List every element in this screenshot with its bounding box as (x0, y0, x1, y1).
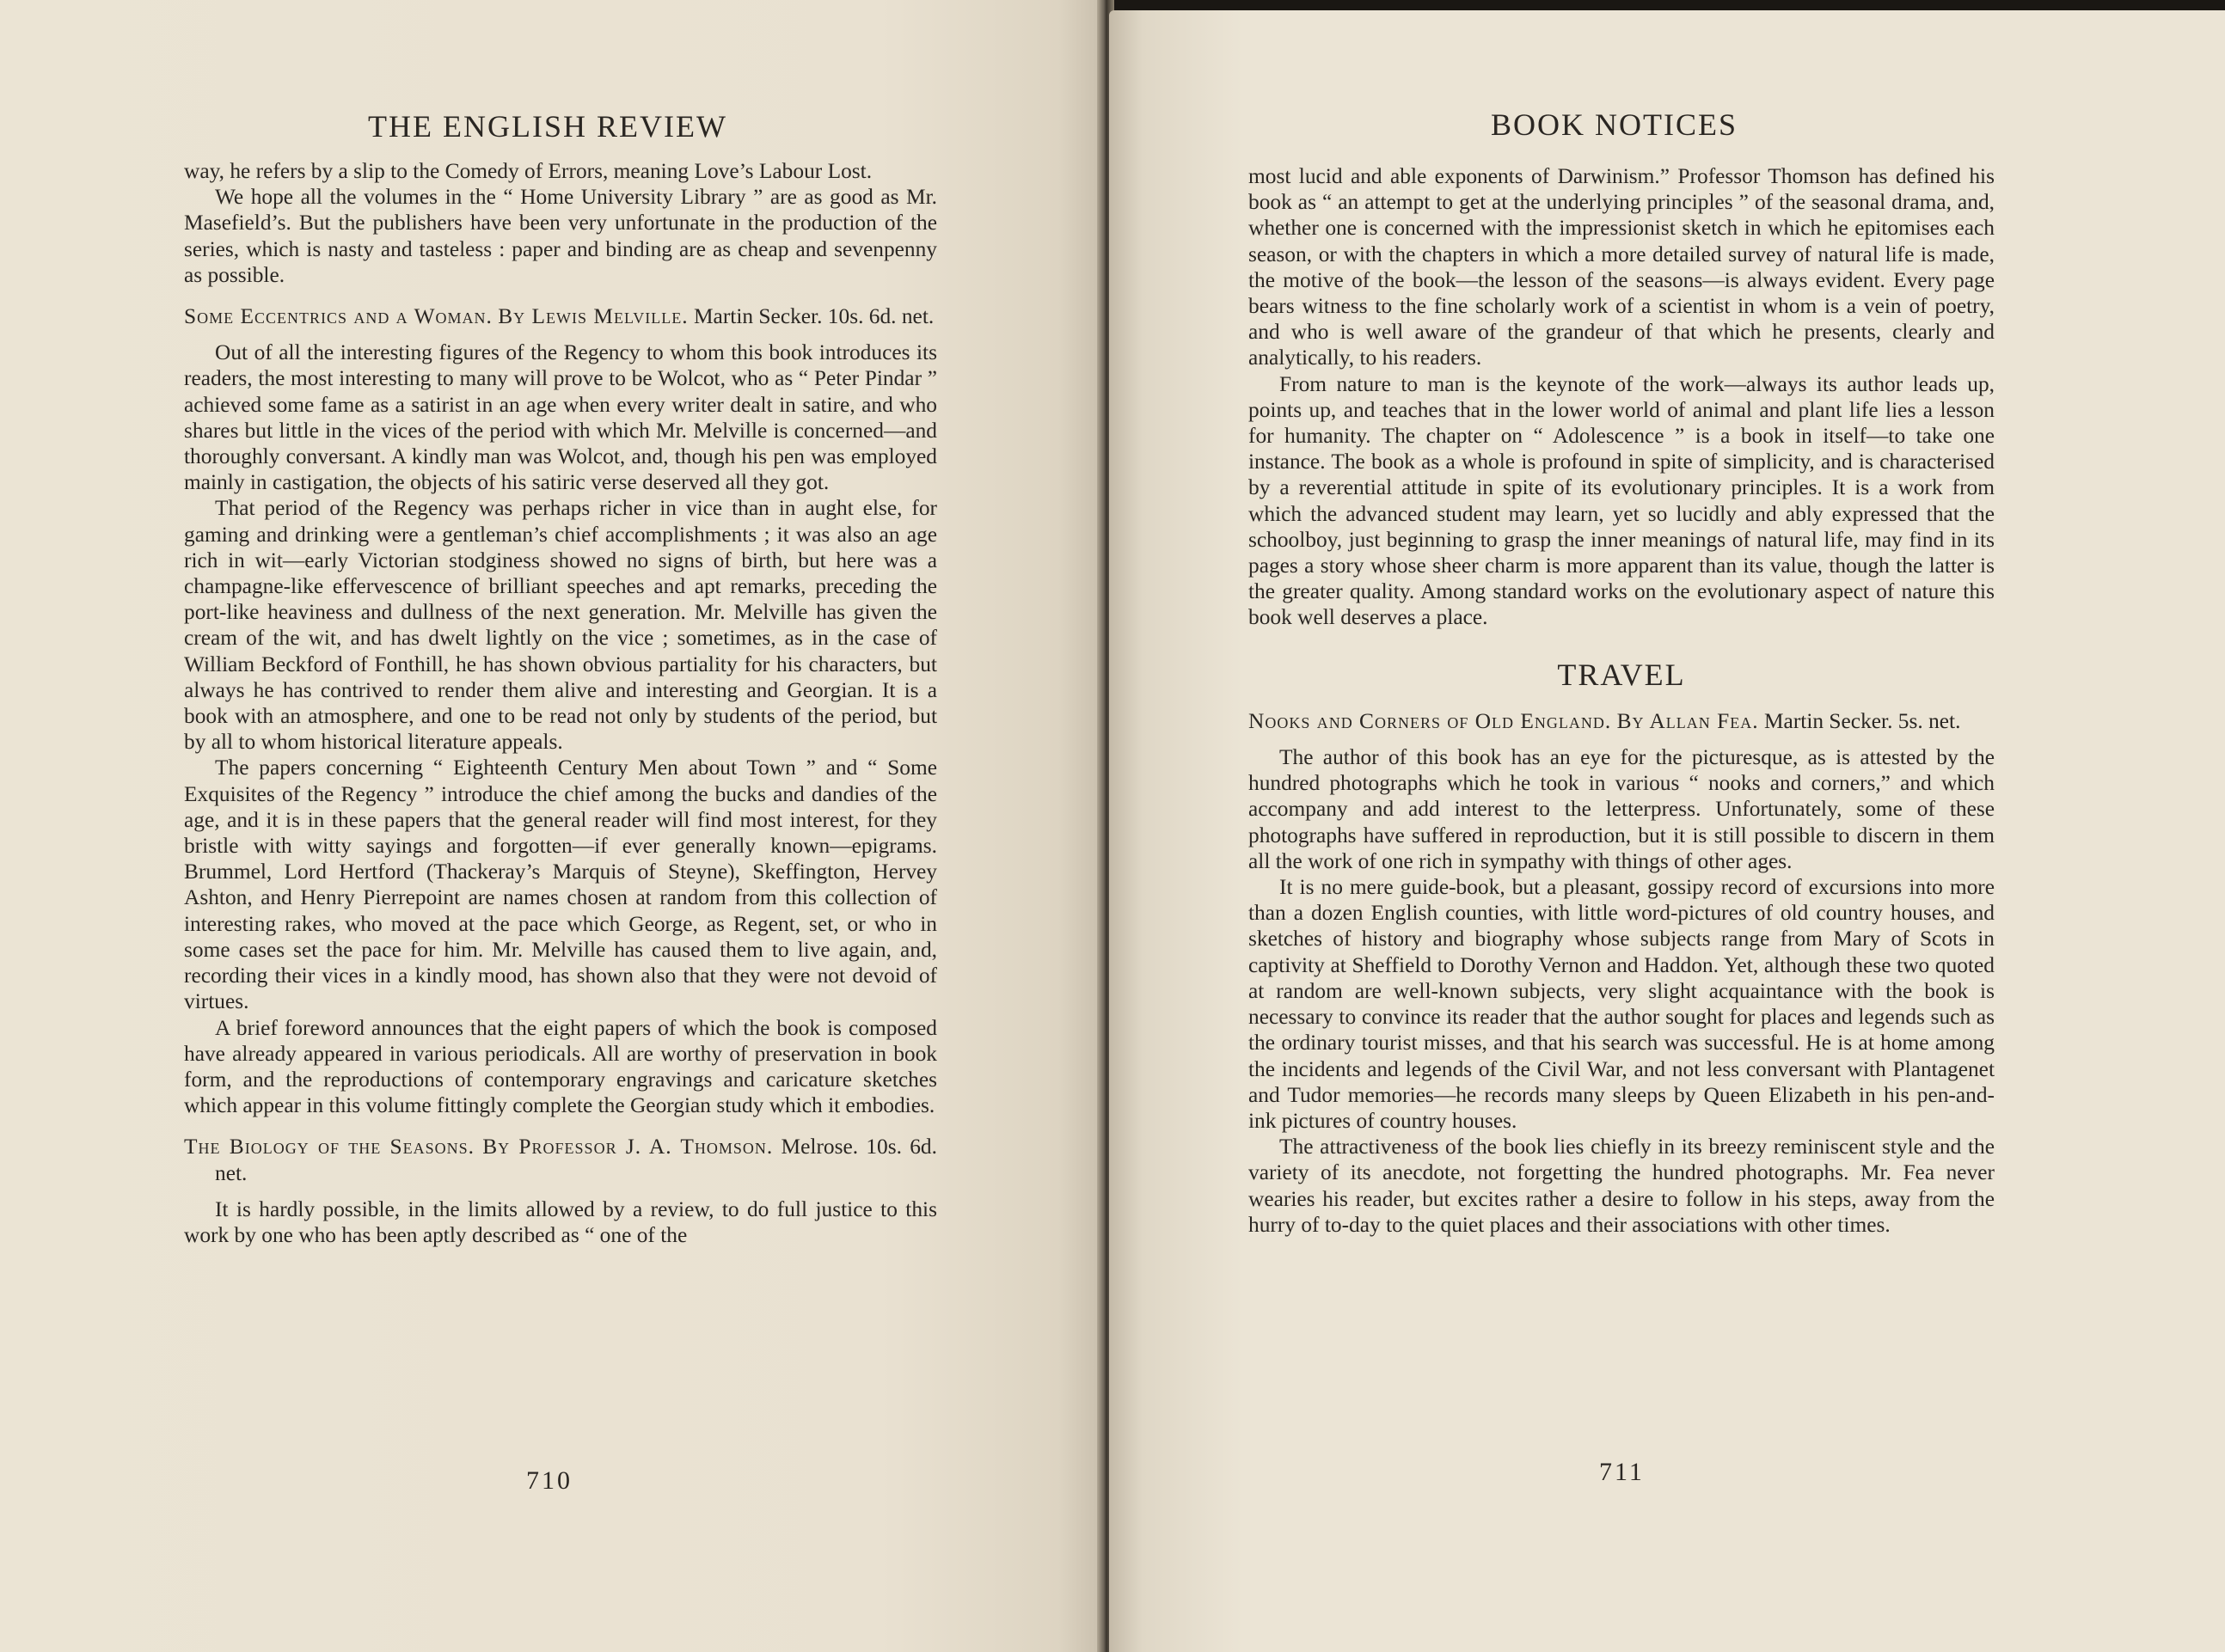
review-entry-heading (184, 1134, 937, 1185)
section-heading: TRAVEL (1557, 657, 1686, 692)
review-entry-heading (184, 303, 937, 329)
continued-paragraph: most lucid and able exponents of Darwinism.” Professor Thomson has defined his book as “ an attempt to get at the underlying principles ” of the seasonal drama, and, whether one is concerned with the impressionist sketch in which he epitomises each season, or with the chapters in which a more detailed survey of natural life is made, the motive of the book—the lesson of the seasons—is always evident. Every page bears witness to the fine scholarly work of a scientist in whom is a vein of poetry, and who is well aware of the grandeur of that which he presents, clearly and analytically, to his readers. (1248, 164, 1995, 370)
book-title: Some Eccentrics and a Woman. (184, 304, 493, 329)
book-title: The Biology of the Seasons. (184, 1135, 475, 1159)
book-imprint: Martin Secker. 10s. 6d. net. (693, 304, 935, 329)
book-author: By Allan Fea. (1616, 708, 1759, 733)
paragraph: The papers concerning “ Eighteenth Century Men about Town ” and “ Some Exquisites of the Regency ” introduce the chief among the bucks and dandies of the age, and it is in these papers that the general reader will find most interest, for they bristle with witty sayings and forgotten—if ever generally known—epigrams. Brummel, Lord Hertford (Thackeray’s Marquis of Steyne), Skeffington, Hervey Ashton, and Henry Pierrepoint are names chosen at random from this collection of interesting rakes, who moved at the pace which George, as Regent, set, or who in some cases set the pace for him. Mr. Melville has caused them to live again, and, recording their vices in a kindly mood, has shown also that they were not devoid of virtues. (184, 756, 937, 1014)
paragraph: We hope all the volumes in the “ Home University Library ” are as good as Mr. Masefield’s. But the publishers have been very unfortunate in the production of the series, which is nasty and tasteless : paper and binding are as cheap and sevenpenny as possible. (184, 185, 937, 287)
paragraph: It is no mere guide-book, but a pleasant, gossipy record of excursions into more than a dozen English counties, with little word-pictures of old country houses, and sketches of history and biography whose subjects range from Mary of Scots in captivity at Sheffield to Dorothy Vernon and Haddon. Yet, although these two quoted at random are well-known subjects, very slight acquaintance with the book is necessary to convince its reader that the author sought for places and legends such as the ordinary tourist misses, and that his search was successful. He is at home among the incidents and legends of the Civil War, and not less conversant with Plantagenet and Tudor memories—he records many sleeps by Queen Elizabeth in his pen-and-ink pictures of country houses. (1248, 875, 1995, 1133)
page-number: 710 (526, 1466, 573, 1495)
book-imprint: Martin Secker. 5s. net. (1763, 708, 1961, 733)
page-number: 711 (1599, 1458, 1645, 1486)
paragraph: From nature to man is the keynote of the work—always its author leads up, points up, and teaches that in the lower world of animal and plant life lies a lesson for humanity. The chapter on “ Adolescence ” is a book in itself—to take one instance. The book as a whole is profound in spite of simplicity, and is characterised by a reverential attitude in spite of its evolutionary principles. It is a work from which the advanced student may learn, yet so lucidly and ably expressed that the schoolboy, just beginning to grasp the inner meanings of natural life, may find in its pages a story whose sheer charm is more apparent than its value, though the latter is the greater quality. Among standard works on the evolutionary aspect of nature this book well deserves a place. (1248, 371, 1995, 630)
running-head: BOOK NOTICES (1491, 107, 1738, 142)
right-page (1109, 10, 2225, 1652)
book-title: Nooks and Corners of Old England. (1248, 708, 1612, 733)
book-author: By Professor J. A. Thomson. (482, 1135, 774, 1159)
paragraph: A brief foreword announces that the eight papers of which the book is composed have already appeared in various periodicals. All are worthy of preservation in book form, and the reproductions of contemporary engravings and caricature sketches which appear in this volume fittingly complete the Georgian study which it embodies. (184, 1015, 937, 1118)
book-imprint: Melrose. 10s. 6d. net. (215, 1135, 937, 1185)
paragraph: The attractiveness of the book lies chiefly in its breezy reminiscent style and the variety of its anecdote, not forgetting the hundred photographs. Mr. Fea never wearies his reader, but excites rather a desire to follow in his steps, away from the hurry of to-day to the quiet places and their associations with other times. (1248, 1135, 1995, 1237)
paragraph: That period of the Regency was perhaps richer in vice than in aught else, for gaming and drinking were a gentleman’s chief accomplishments ; it was also an age rich in wit—early Victorian stodginess showed no signs of birth, but here was a champagne-like effervescence of brilliant speeches and apt remarks, preceding the port-like heaviness and dullness of the next generation. Mr. Melville has given the cream of the wit, and has dwelt lightly on the vice ; sometimes, as in the case of William Beckford of Fonthill, he has shown obvious partiality for his characters, but always he has contrived to render them alive and interesting and Georgian. It is a book with an atmosphere, and one to be read not only by students of the period, but by all to whom historical literature appeals. (184, 496, 937, 755)
book-author: By Lewis Melville. (498, 304, 689, 329)
paragraph: It is hardly possible, in the limits allowed by a review, to do full justice to this work by one who has been aptly described as “ one of the (184, 1196, 937, 1247)
running-head: THE ENGLISH REVIEW (368, 109, 727, 144)
review-entry-heading (1248, 708, 1995, 734)
paragraph: Out of all the interesting figures of the Regency to whom this book introduces its readers, the most interesting to many will prove to be Wolcot, who as “ Peter Pindar ” achieved some fame as a satirist in an age when every writer dealt in satire, and who shares but little in the vices of the period with which Mr. Melville is concerned—and thoroughly conversant. A kindly man was Wolcot, and, though his pen was employed mainly in castigation, the objects of his satiric verse deserved all they got. (184, 340, 937, 495)
paragraph: The author of this book has an eye for the picturesque, as is attested by the hundred photographs which he took in various “ nooks and corners,” and which accompany and add interest to the letterpress. Unfortunately, some of these photographs have suffered in reproduction, but it is still possible to discern in them all the work of one rich in sympathy with things of other ages. (1248, 745, 1995, 873)
left-page (0, 0, 1102, 1652)
continued-paragraph: way, he refers by a slip to the Comedy of Errors, meaning Love’s Labour Lost. (184, 159, 873, 183)
right-text-column (1248, 163, 1995, 1238)
left-text-column (184, 158, 937, 1248)
